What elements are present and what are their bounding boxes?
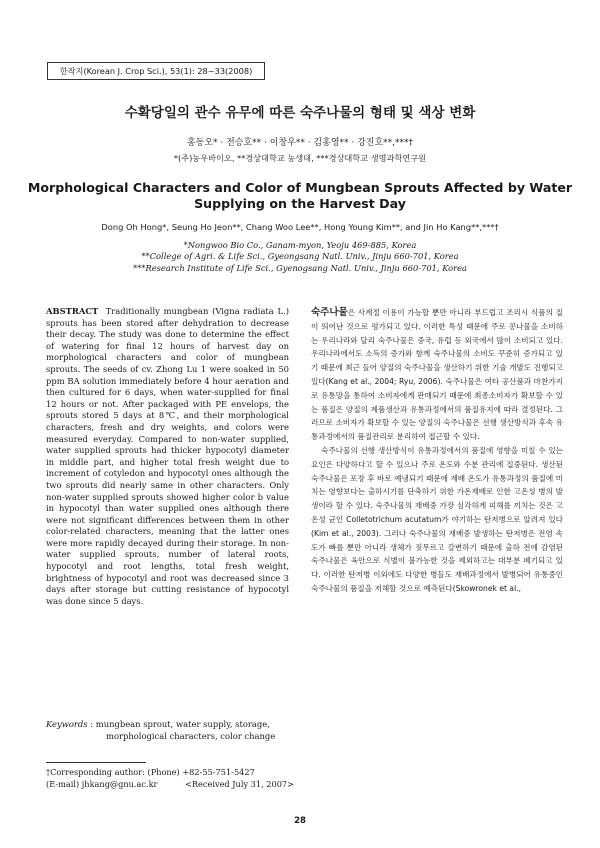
authors-english: Dong Oh Hong*, Seung Ho Jeon**, Chang Woo Lee**, Hong Young Kim**, and Jin Ho Kang**,***† (101, 222, 499, 232)
page-number: 28 (294, 816, 306, 826)
affiliations-korean: *(주)농우바이오, **경상대학교 농생대, ***경상대학교 생명과학연구원 (173, 153, 427, 163)
affiliation-2: **College of Agri. & Life Sci., Gyeongsang Natl. Univ., Jinju 660-701, Korea (141, 251, 459, 262)
affiliations-english (0, 240, 600, 274)
footnote-divider (46, 762, 146, 763)
authors-korean: 홍동오* · 전승호** · 이창우** · 김홍영** · 강진호**,***† (186, 138, 414, 148)
affiliation-3: ***Research Institute of Life Sci., Gyenogsang Natl. Univ., Jinju 660-701, Korea (133, 262, 467, 273)
keywords-label: Keywords (46, 719, 88, 729)
abstract-label: ABSTRACT (46, 306, 99, 316)
corresponding-author: †Corresponding author: (Phone) +82-55-751-5427 (46, 767, 255, 777)
lead-word: 숙주나물 (311, 307, 348, 318)
keywords (46, 718, 294, 742)
keywords-line-2: morphological characters, color change (106, 731, 276, 741)
paragraph-2: 숙주나물의 선행 생산방식이 유통과정에서의 품질에 영향을 미칠 수 있는 요인은 다양하다고 할 수 있으나 주로 온도와 수분 관리에 집중된다. 생산된 숙주나물은 포장 후 바로 예냉되기 때문에 재배 온도가 유통과정의 품질에 미치는 영향보다는 출하시기를 단축하기 위한 가온재배로 인한 고온성 병의 발생이라 할 수 있다. 숙주나물의 재배중 가장 심각하게 피해를 끼치는 것은 고온성 균인 Colletotrichum acutatum가 야기하는 탄저병으로 알려져 있다(Kim et al., 2003). 그러나 숙주나물의 재배중 발생하는 탄저병은 전염 속도가 빠를 뿐만 아니라 생체가 짓무르고 갈변하기 때문에 출하 전에 감염된 숙주나물은 육안으로 식별이 불가능한 것을 제외하고는 대부분 폐기되고 있다. 이러한 탄저병 이외에도 다양한 병들도 재배과정에서 발병되어 유통중인 숙주나물의 품질을 저해할 것으로 예측된다(Skowronek et al., (311, 445, 563, 593)
title-korean: 수확당일의 관수 유무에 따른 숙주나물의 형태 및 색상 변화 (124, 105, 476, 121)
paragraph-1: 은 사계절 이용이 가능할 뿐만 아니라 부드럽고 조리시 식품의 질이 띄어난 것으로 평가되고 있다. 이러한 특성 때문에 주로 콩나물을 소비하는 우리나라와 달리 숙주나물은 중국, 유럽 등 외국에서 많이 소비되고 있다. 우리나라에서도 소득의 증가와 함께 숙주나물의 소비도 꾸준히 증가되고 있기 때문에 최근 들어 양질의 숙주나물을 생산하기 위한 기술 개발도 진행되고 있다(Kang et al., 2004; Ryu, 2006). 숙주나물은 여타 공산품과 마찬가지로 유통망을 통하여 소비자에게 판매되기 때문에 최종소비자가 확보할 수 있는 품질은 양질의 제품생산과 유통과정에서의 품질유지에 따라 결정된다. 그러므로 소비자가 확보할 수 있는 양질의 숙주나물은 선행 생산방식과 후속 유통과정에서의 품질관리로 분리하여 접근할 수 있다. (311, 308, 563, 442)
received-date: <Received July 31, 2007> (185, 778, 294, 789)
abstract (46, 306, 289, 607)
affiliation-1: *Nongwoo Bio Co., Ganam-myon, Yeoju 469-885, Korea (183, 240, 417, 250)
footnote (46, 767, 294, 790)
abstract-text: Traditionally mungbean (Vigna radiata L.) sprouts has been stored after dehydration to decrease their decay. The study was done to determine the effect of watering for final 12 hours of harvest day on morphological characters and color of mungbean sprouts. The seeds of cv. Zhong Lu 1 were soaked in 50 ppm BA solution immediately before 4 hour aeration and then cultured for 6 days, when water-supplied for final 12 hours or not. After packaged with PE envelops, the sprouts stored 5 days at 8℃, and their morphological characters, fresh and dry weights, and colors were measured everyday. Compared to non-water supplied, water supplied sprouts had thicker hypocotyl diameter in middle part, and higher total fresh weight due to increment of cotyledon and hypocotyl ones although the two sprouts did nearly same in other characters. Only non-water supplied sprouts showed higher color b value in hypocotyl than water supplied ones although there were not significant differences between them in other color-related characters, meaning that the latter ones were more rapidly decayed during their storage. In non-water supplied sprouts, number of lateral roots, hypocotyl and root lengths, total fresh weight, brightness of hypocotyl and root was decreased since 3 days after storage but cutting resistance of hypocotyl was done since 5 days. (46, 306, 290, 606)
title-english: Morphological Characters and Color of Mungbean Sprouts Affected by Water Supplying on the Harvest Day (27, 180, 573, 211)
keywords-line-1: : mungbean sprout, water supply, storage, (90, 719, 270, 729)
body-text-korean (311, 306, 563, 596)
journal-citation: 한작지(Korean J. Crop Sci.), 53(1): 28~33(2008) (47, 62, 265, 80)
author-email: (E-mail) jhkang@gnu.ac.kr (46, 778, 158, 789)
